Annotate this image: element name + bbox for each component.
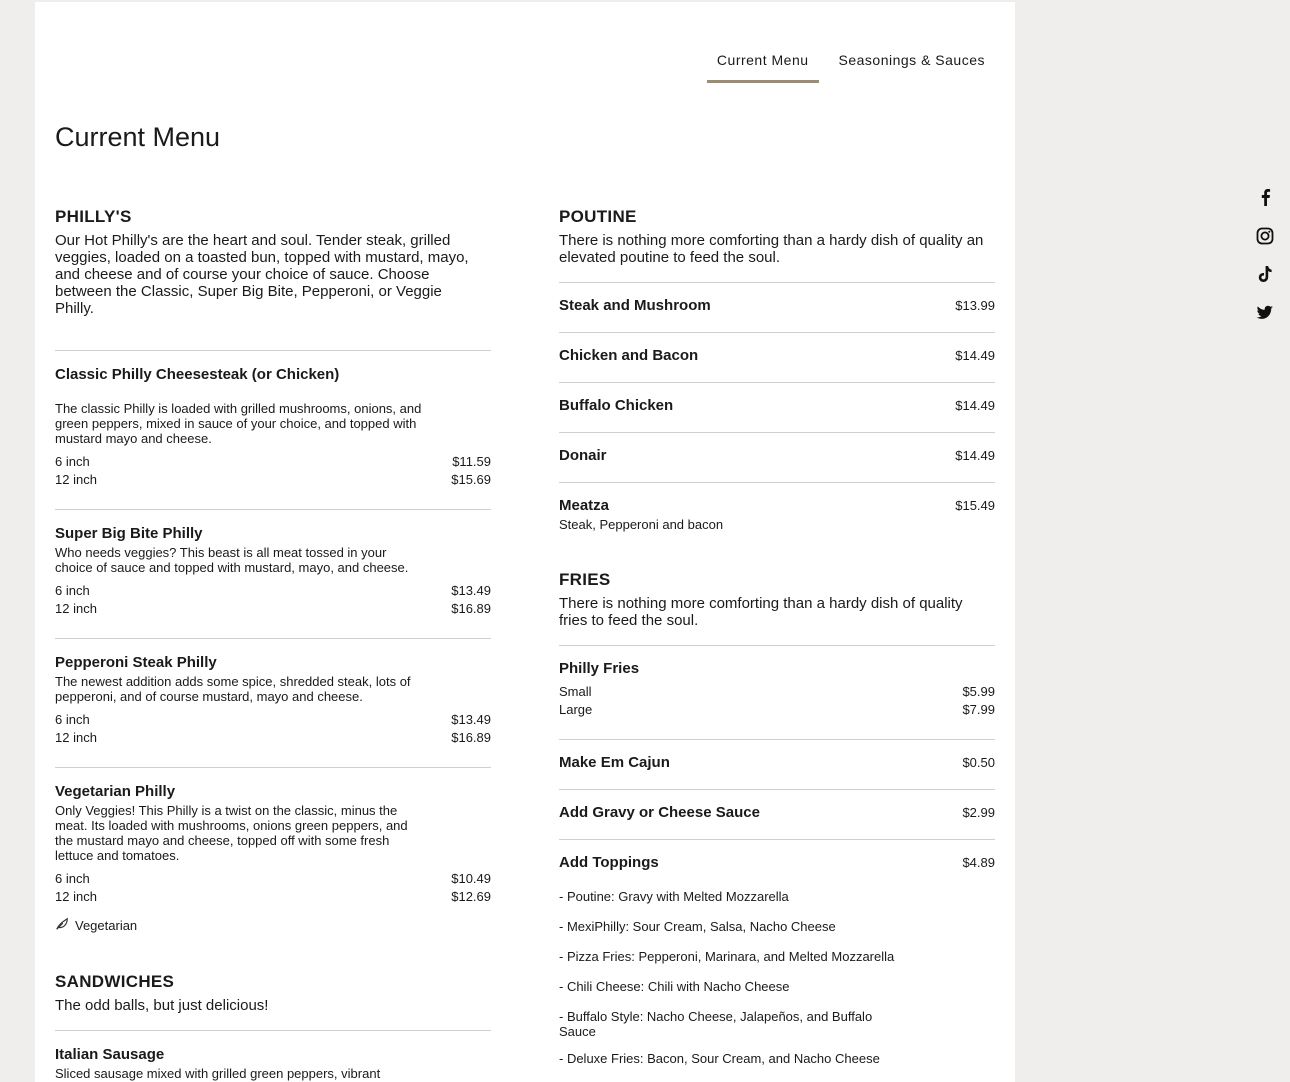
tiktok-icon[interactable] — [1254, 263, 1276, 285]
size-label: 12 inch — [55, 889, 97, 904]
item-name: Add Toppings — [559, 854, 659, 871]
item-name: Chicken and Bacon — [559, 347, 699, 364]
size-label: 12 inch — [55, 730, 97, 745]
size-row — [55, 453, 491, 471]
menu-tabs — [697, 46, 995, 83]
section-title: POUTINE — [559, 207, 637, 226]
tag-label: Vegetarian — [75, 918, 138, 933]
item-price: $14.49 — [955, 448, 995, 463]
topping-option: - Deluxe Fries: Bacon, Sour Cream, and Nacho Cheese — [559, 1051, 880, 1066]
menu-item[interactable] — [559, 433, 995, 482]
size-label: 12 inch — [55, 601, 97, 616]
item-name: Pepperoni Steak Philly — [55, 654, 217, 671]
item-name: Vegetarian Philly — [55, 783, 176, 800]
topping-option: - Buffalo Style: Nacho Cheese, Jalapeños, and Buffalo Sauce — [559, 1009, 873, 1039]
menu-item[interactable] — [559, 840, 995, 1066]
menu-item[interactable] — [55, 1031, 491, 1081]
twitter-icon[interactable] — [1254, 302, 1276, 324]
item-name: Italian Sausage — [55, 1046, 165, 1063]
item-description: The classic Philly is loaded with grilled mushrooms, onions, and green peppers, mixed in sauce of your choice, and topped with mustard mayo and cheese. — [55, 401, 422, 446]
size-row — [55, 600, 491, 618]
item-price: $4.89 — [962, 855, 995, 870]
item-price: $2.99 — [962, 805, 995, 820]
menu-item[interactable] — [559, 740, 995, 789]
size-price: $7.99 — [962, 702, 995, 717]
topping-option: - Chili Cheese: Chili with Nacho Cheese — [559, 979, 790, 994]
facebook-icon[interactable] — [1254, 186, 1276, 208]
size-row — [55, 471, 491, 489]
size-price: $13.49 — [451, 583, 491, 598]
size-price: $16.89 — [451, 601, 491, 616]
menu-item[interactable] — [559, 483, 995, 532]
menu-item[interactable] — [559, 646, 995, 739]
topping-option: - MexiPhilly: Sour Cream, Salsa, Nacho Cheese — [559, 919, 836, 934]
item-name: Add Gravy or Cheese Sauce — [559, 804, 760, 821]
instagram-icon[interactable] — [1254, 225, 1276, 247]
size-row — [55, 888, 491, 906]
item-price: $14.49 — [955, 398, 995, 413]
item-name: Classic Philly Cheesesteak (or Chicken) — [55, 366, 340, 383]
left-column — [55, 207, 491, 1081]
section-title: FRIES — [559, 570, 611, 589]
size-price: $15.69 — [451, 472, 491, 487]
item-name: Meatza — [559, 497, 610, 514]
item-description: Who needs veggies? This beast is all meat tossed in your choice of sauce and topped with mustard, mayo, and cheese. — [55, 545, 409, 575]
item-name: Donair — [559, 447, 607, 464]
size-price: $5.99 — [962, 684, 995, 699]
section-description: There is nothing more comforting than a hardy dish of quality fries to feed the soul. — [559, 595, 963, 629]
size-price: $16.89 — [451, 730, 491, 745]
item-name: Super Big Bite Philly — [55, 525, 203, 542]
leaf-icon — [55, 917, 69, 934]
size-price: $11.59 — [452, 454, 491, 469]
item-description: The newest addition adds some spice, shredded steak, lots of pepperoni, and of course mustard, mayo and cheese. — [55, 674, 411, 704]
size-price: $13.49 — [451, 712, 491, 727]
page-title: Current Menu — [55, 122, 221, 152]
size-label: 6 inch — [55, 871, 90, 886]
size-label: 6 inch — [55, 454, 90, 469]
size-label: 12 inch — [55, 472, 97, 487]
size-label: Large — [559, 702, 593, 717]
section-fries — [559, 570, 995, 1066]
menu-item[interactable] — [55, 351, 491, 489]
menu-panel — [35, 2, 1015, 1082]
item-description: Only Veggies! This Philly is a twist on the classic, minus the meat. Its loaded with mushrooms, onions green peppers, and the mustard mayo and cheese, topped off with some fresh lettuce and tomatoes. — [55, 803, 408, 863]
section-title: SANDWICHES — [55, 972, 175, 991]
item-price: $0.50 — [962, 755, 995, 770]
menu-item[interactable] — [559, 333, 995, 382]
dietary-tag — [55, 917, 491, 934]
menu-item[interactable] — [55, 639, 491, 747]
size-price: $12.69 — [451, 889, 491, 904]
size-row — [55, 582, 491, 600]
size-price: $10.49 — [451, 871, 491, 886]
size-row — [55, 711, 491, 729]
section-description: The odd balls, but just delicious! — [55, 997, 269, 1014]
tab-seasonings-sauces[interactable]: Seasonings & Sauces — [838, 52, 985, 68]
menu-item[interactable] — [559, 383, 995, 432]
section-description: There is nothing more comforting than a hardy dish of quality an elevated poutine to feed the soul. — [559, 232, 984, 266]
size-row — [55, 870, 491, 888]
size-label: Small — [559, 684, 592, 699]
item-name: Buffalo Chicken — [559, 397, 674, 414]
section-sandwiches — [55, 972, 491, 1081]
menu-item[interactable] — [559, 283, 995, 332]
menu-item[interactable] — [55, 768, 491, 934]
item-description: Sliced sausage mixed with grilled green peppers, vibrant — [55, 1066, 381, 1081]
size-row — [559, 701, 995, 719]
right-column — [559, 207, 995, 1066]
size-label: 6 inch — [55, 712, 90, 727]
topping-option: - Pizza Fries: Pepperoni, Marinara, and Melted Mozzarella — [559, 949, 895, 964]
size-row — [55, 729, 491, 747]
item-name: Steak and Mushroom — [559, 297, 711, 314]
size-row — [559, 683, 995, 701]
size-label: 6 inch — [55, 583, 90, 598]
menu-item[interactable] — [559, 790, 995, 839]
item-name: Make Em Cajun — [559, 754, 670, 771]
section-poutine — [559, 207, 995, 532]
section-description: Our Hot Philly's are the heart and soul. Tender steak, grilled veggies, loaded on a toasted bun, topped with mustard, mayo, and cheese and of course your choice of sauce. Choose between the Classic, Super Big Bite, Pepperoni, or Veggie Philly. — [55, 232, 469, 317]
tab-current-menu[interactable]: Current Menu — [707, 46, 819, 83]
item-price: $14.49 — [955, 348, 995, 363]
section-title: PHILLY'S — [55, 207, 132, 226]
topping-option: - Poutine: Gravy with Melted Mozzarella — [559, 889, 789, 904]
item-price: $13.99 — [955, 298, 995, 313]
section-phillys — [55, 207, 491, 934]
menu-item[interactable] — [55, 510, 491, 618]
item-price: $15.49 — [955, 498, 995, 513]
item-name: Philly Fries — [559, 660, 640, 677]
item-description: Steak, Pepperoni and bacon — [559, 517, 724, 532]
